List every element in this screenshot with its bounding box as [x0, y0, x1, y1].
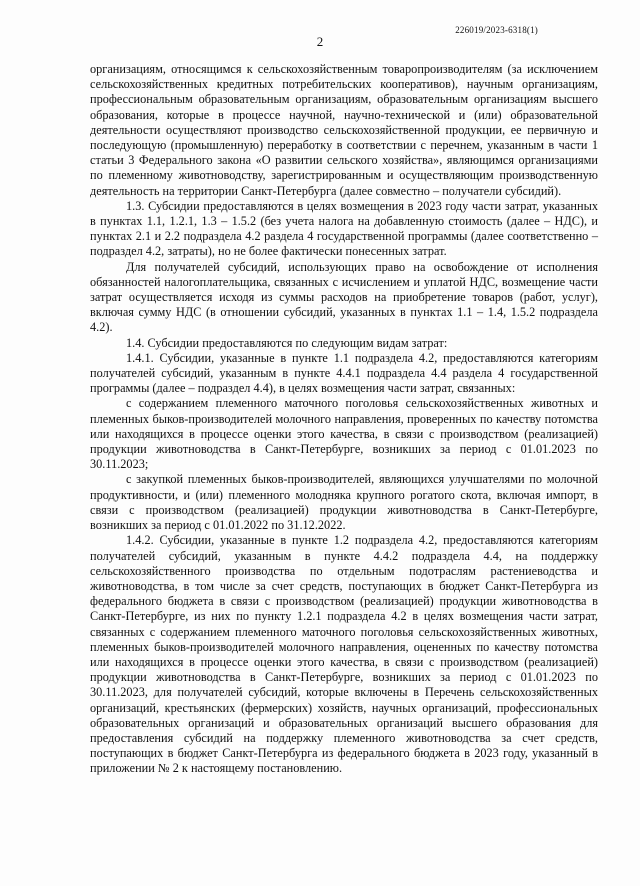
page-number: 2: [316, 34, 324, 49]
paragraph-1-3: 1.3. Субсидии предоставляются в целях возмещения в 2023 году части затрат, указанных в пунктах 1.1, 1.2.1, 1.3 – 1.5.2 (без учета налога на добавленную стоимость (далее – НДС), и пунктах 2.1 и 2.2 подраздела 4.2 раздела 4 государственной программы (далее соответственно – подраздел 4.2, затраты), но не более фактически понесенных затрат.: [90, 198, 598, 259]
paragraph-vat: Для получателей субсидий, использующих право на освобождение от исполнения обязанностей налогоплательщика, связанных с исчислением и уплатой НДС, возмещение части затрат осуществляется исходя из суммы расходов на приобретение товаров (работ, услуг), включая сумму НДС (в отношении субсидий, указанных в пунктах 1.1 – 1.4, 1.5.2 подраздела 4.2).: [90, 259, 598, 335]
paragraph-recipients: организациям, относящимся к сельскохозяйственным товаропроизводителям (за исключением сельскохозяйственных кредитных потребительских кооперативов), научным организациям, профессиональным образовательным организациям, образовательным организациям высшего образования, которые в процессе научной, научно-технической и (или) образовательной деятельности осуществляют производство сельскохозяйственной продукции, ее первичную и последующую (промышленную) переработку в соответствии с перечнем, указанным в части 1 статьи 3 Федерального закона «О развитии сельского хозяйства», являющимся организациями по племенному животноводству, зарегистрированным и осуществляющим производственную деятельность на территории Санкт-Петербурга (далее совместно – получатели субсидий).: [90, 62, 598, 198]
paragraph-1-4-1: 1.4.1. Субсидии, указанные в пункте 1.1 подраздела 4.2, предоставляются категориям получателей субсидий, указанным в пункте 4.4.1 подраздела 4.4 раздела 4 государственной программы (далее – подраздел 4.4), в целях возмещения части затрат, связанных:: [90, 350, 598, 396]
document-body: [90, 62, 598, 777]
paragraph-1-4: 1.4. Субсидии предоставляются по следующим видам затрат:: [126, 335, 448, 350]
paragraph-1-4-2: 1.4.2. Субсидии, указанные в пункте 1.2 подраздела 4.2, предоставляются категориям получателей субсидий, указанным в пункте 4.4.2 подраздела 4.4, на поддержку сельскохозяйственного производства по отдельным подотраслям растениеводства и животноводства, в том числе за счет средств, поступающих в бюджет Санкт-Петербурга из федерального бюджета в связи с производством (реализацией) продукции животноводства в Санкт-Петербурге, из них по пункту 1.2.1 подраздела 4.2 в целях возмещения части затрат, связанных с содержанием племенного маточного поголовья сельскохозяйственных животных, племенных быков-производителей молочного направления, оцененных по качеству потомства или находящихся в процессе оценки этого качества, в связи с производством (реализацией) продукции животноводства в Санкт-Петербурге, возникших за период с 01.01.2023 по 30.11.2023, для получателей субсидий, которые включены в Перечень сельскохозяйственных организаций, крестьянских (фермерских) хозяйств, научных организаций, профессиональных образовательных организаций и образовательных организаций высшего образования для предоставления субсидий на поддержку племенного животноводства за счет средств, поступающих в бюджет Санкт-Петербурга из федерального бюджета в 2023 году, указанный в приложении № 2 к настоящему постановлению.: [90, 533, 598, 776]
paragraph-purchase: с закупкой племенных быков-производителей, являющихся улучшателями по молочной продуктивности, и (или) племенного молодняка крупного рогатого скота, включая импорт, в связи с производством (реализацией) продукции животноводства в Санкт-Петербурге, возникших за период с 01.01.2022 по 31.12.2022.: [90, 472, 598, 533]
document-number: 226019/2023-6318(1): [455, 25, 538, 35]
paragraph-maintenance: с содержанием племенного маточного поголовья сельскохозяйственных животных и племенных быков-производителей молочного направления, проверенных по качеству потомства или находящихся в процессе оценки этого качества, в связи с производством (реализацией) продукции животноводства в Санкт-Петербурге, возникших за период с 01.01.2023 по 30.11.2023;: [90, 396, 598, 472]
